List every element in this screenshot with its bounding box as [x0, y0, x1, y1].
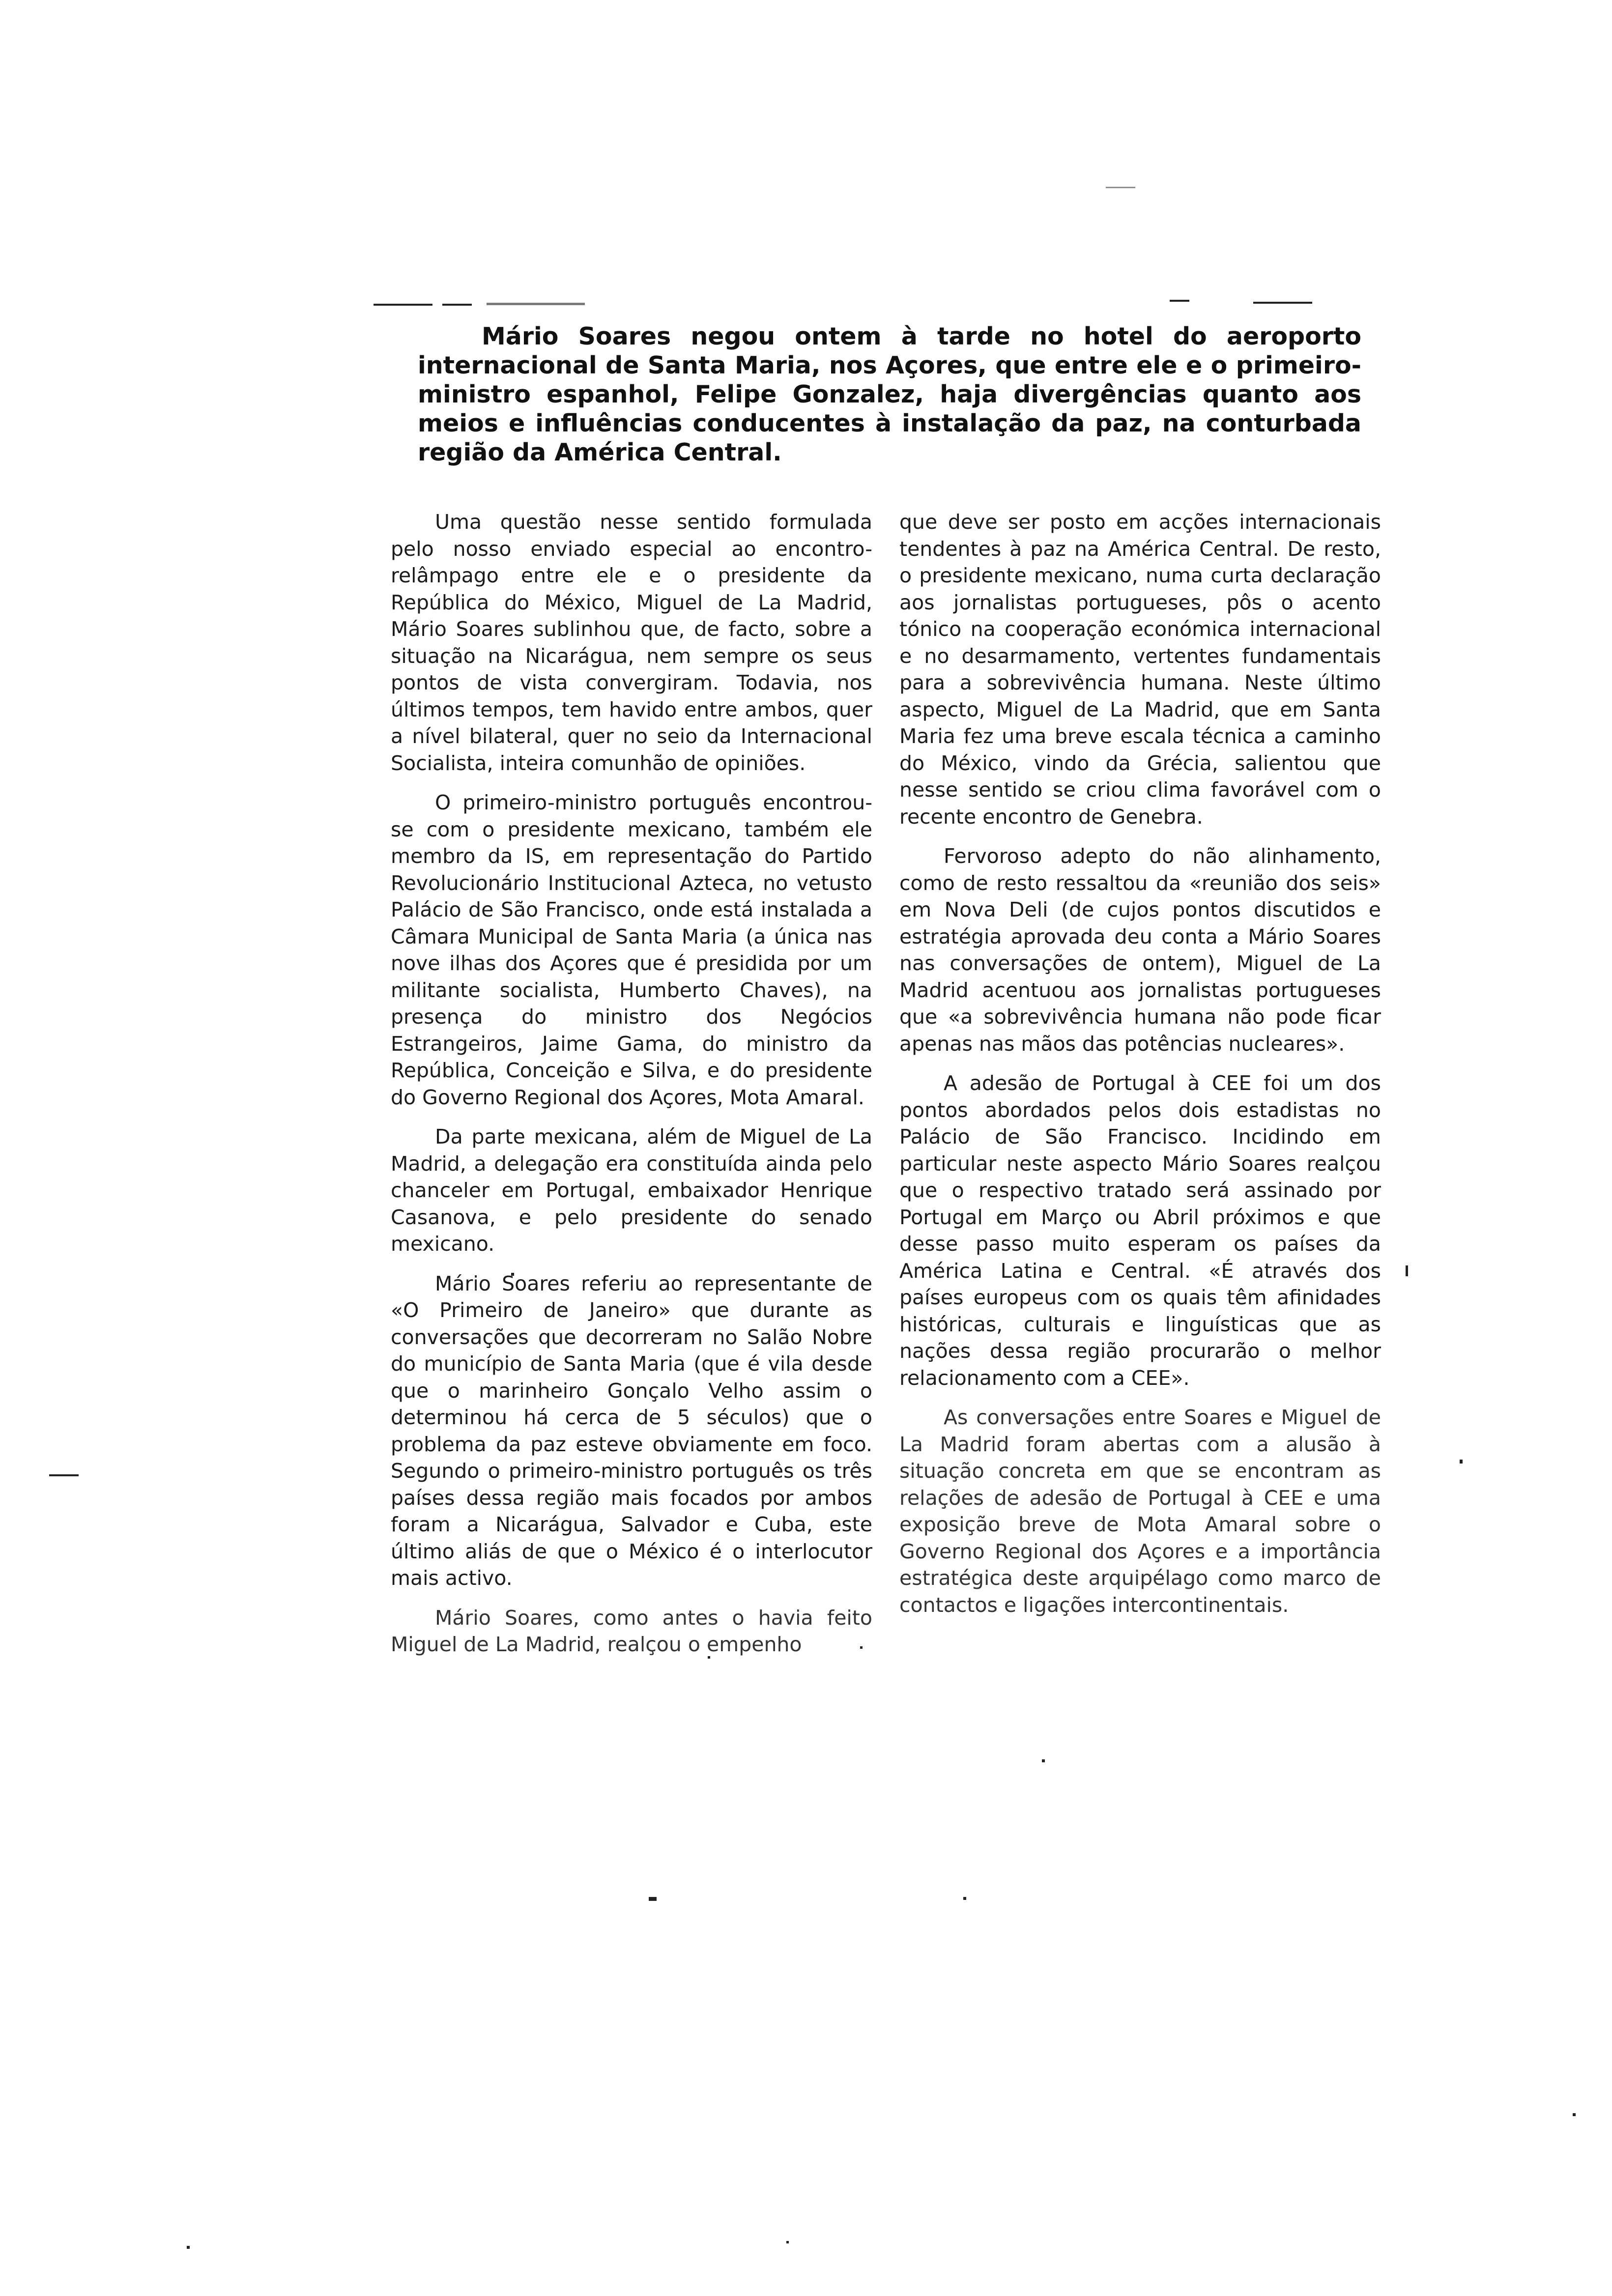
scan-speck [49, 1474, 79, 1476]
paragraph: Uma questão nesse sentido formulada pelo nosso enviado especial ao encontro-relâmpago entre ele e o presidente da República do México, Miguel de La Madrid, Mário Soares sublinhou que, de facto, sobre a situação na Nicarágua, nem sempre os seus pontos de vista convergiram. Todavia, nos últimos tempos, tem havido entre ambos, quer a nível bilateral, quer no seio da Internacional Socialista, inteira comunhão de opiniões. [391, 510, 872, 775]
scan-speck [1170, 300, 1189, 302]
paragraph: As conversações entre Soares e Miguel de La Madrid foram abertas com a alusão à situação concreta em que se encontram as relações de adesão de Portugal à CEE e uma exposição breve de Mota Amaral sobre o Governo Regional dos Açores e a importância estratégica deste arquipélago como marco de contactos e ligações intercontinentais. [899, 1406, 1381, 1617]
paragraph: Fervoroso adepto do não alinhamento, como de resto ressaltou da «reunião dos seis» em Nova Deli (de cujos pontos discutidos e estratégia aprovada deu conta a Mário Soares nas conversações de ontem), Miguel de La Madrid acentuou aos jornalistas portugueses que «a sobrevivência humana não pode ficar apenas nas mãos das potências nucleares». [899, 844, 1381, 1056]
paragraph: O primeiro-ministro português encontrou-se com o presidente mexicano, também ele membro da IS, em representação do Partido Revolucionário Institucional Azteca, no vetusto Palácio de São Francisco, onde está instalada a Câmara Municipal de Santa Maria (a única nas nove ilhas dos Açores que é presidida por um militante socialista, Humberto Chaves), na presença do ministro dos Negócios Estrangeiros, Jaime Gama, do ministro da República, Conceição e Silva, e do presidente do Governo Regional dos Açores, Mota Amaral. [391, 791, 872, 1109]
paragraph: Mário Soares referiu ao representante de «O Primeiro de Janeiro» que durante as conversações que decorreram no Salão Nobre do município de Santa Maria (que é vila desde que o marinheiro Gonçalo Velho assim o determinou há cerca de 5 séculos) que o problema da paz esteve obviamente em foco. Segundo o primeiro-ministro português os três países dessa região mais focados por ambos foram a Nicarágua, Salvador e Cuba, este último aliás de que o México é o interlocutor mais activo. [391, 1271, 872, 1590]
scan-speck [786, 2241, 789, 2243]
scan-speck [442, 304, 472, 306]
scan-speck [963, 1897, 966, 1900]
scan-speck [1042, 1759, 1045, 1762]
article-lead [418, 322, 1361, 467]
scan-speck [1406, 1265, 1408, 1276]
scan-speck [1253, 302, 1312, 304]
paragraph: Mário Soares, como antes o havia feito Miguel de La Madrid, realçou o empenho [391, 1606, 872, 1656]
paragraph: Da parte mexicana, além de Miguel de La Madrid, a delegação era constituída ainda pelo chanceler em Portugal, embaixador Henrique Casanova, e pelo presidente do senado mexicano. [391, 1125, 872, 1256]
article-column-right [899, 509, 1381, 1631]
paragraph: A adesão de Portugal à CEE foi um dos pontos abordados pelos dois estadistas no Palácio de São Francisco. Incidindo em particular neste aspecto Mário Soares realçou que o respectivo tratado será assinado por Portugal em Março ou Abril próximos e que desse passo muito esperam os países da América Latina e Central. «É através dos países europeus com os quais têm afinidades históricas, culturais e linguísticas que as nações dessa região procurarão o melhor relacionamento com a CEE». [899, 1071, 1381, 1390]
lead-paragraph: Mário Soares negou ontem à tarde no hotel do aeroporto internacional de Santa Maria, nos Açores, que entre ele e o primeiro-ministro espanhol, Felipe Gonzalez, haja divergências quanto aos meios e influências conducentes à instalação da paz, na conturbada região da América Central. [418, 322, 1361, 466]
scan-speck [374, 304, 432, 306]
scan-speck [649, 1897, 657, 1901]
article-column-left [391, 509, 872, 1671]
scan-speck [1460, 1460, 1463, 1464]
scan-speck [487, 303, 585, 305]
scan-speck [1106, 187, 1135, 188]
paragraph: que deve ser posto em acções internacionais tendentes à paz na América Central. De resto, o presidente mexicano, numa curta declaração aos jornalistas portugueses, pôs o acento tónico na cooperação económica internacional e no desarmamento, vertentes fundamentais para a sobrevivência humana. Neste último aspecto, Miguel de La Madrid, que em Santa Maria fez uma breve escala técnica a caminho do México, vindo da Grécia, salientou que nesse sentido se criou clima favorável com o recente encontro de Genebra. [899, 510, 1381, 829]
scan-speck [1573, 2113, 1576, 2116]
scan-speck [187, 2246, 190, 2249]
